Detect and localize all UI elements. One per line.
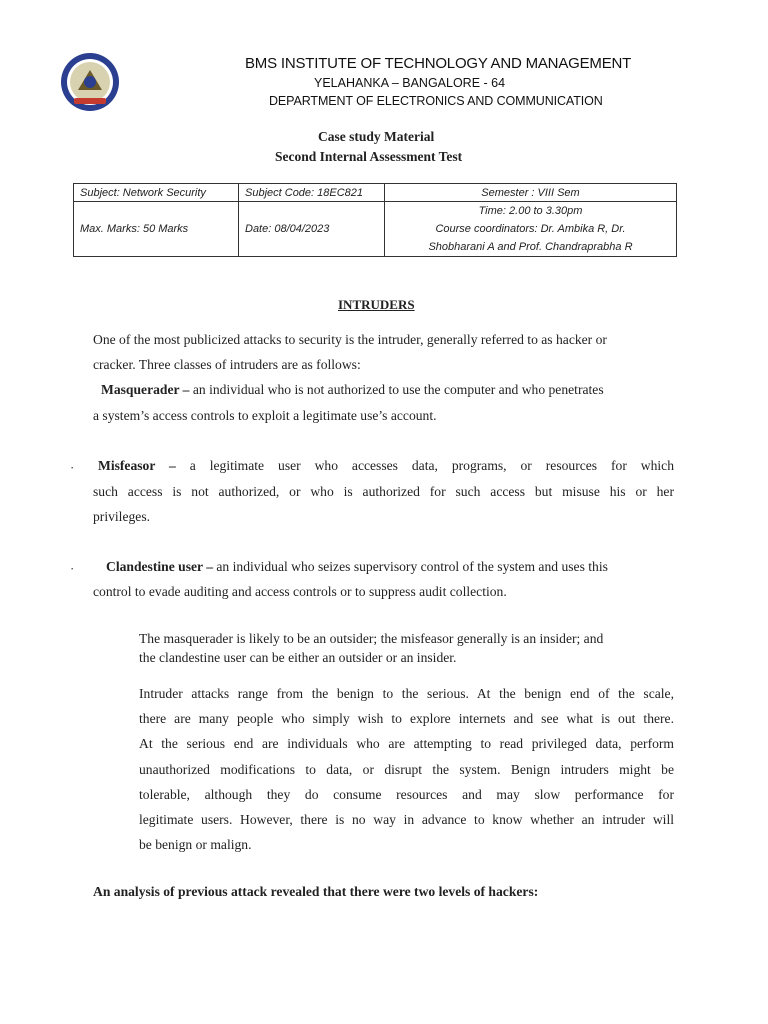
attack-line-1: Intruder attacks range from the benign to the serious. At the benign end of the scale, — [139, 686, 674, 701]
masquerader-line-1 — [101, 382, 604, 398]
intro-line-1: One of the most publicized attacks to security is the intruder, generally referred to as hacker or — [93, 332, 607, 347]
subject-code-cell: Subject Code: 18EC821 — [239, 184, 385, 202]
attack-line-5: tolerable, although they do consume resources and may slow performance for — [139, 787, 674, 802]
clandestine-text: an individual who seizes supervisory control of the system and uses this — [213, 559, 608, 574]
document-title: Case study Material — [318, 129, 435, 144]
date-cell: Date: 08/04/2023 — [239, 202, 385, 257]
max-marks-cell: Max. Marks: 50 Marks — [74, 202, 239, 257]
misfeasor-line-2: such access is not authorized, or who is authorized for such access but misuse his or her — [93, 484, 674, 499]
exam-info-table — [73, 183, 677, 257]
clandestine-term: Clandestine user – — [106, 559, 213, 574]
coordinators-line-2: Shobharani A and Prof. Chandraprabha R — [428, 241, 633, 253]
institute-address: YELAHANKA – BANGALORE - 64 — [314, 76, 506, 90]
bullet-marker: · — [70, 561, 75, 576]
attack-line-3: At the serious end are individuals who are attempting to read privileged data, perform — [139, 736, 674, 751]
intro-line-2: cracker. Three classes of intruders are as follows: — [93, 357, 361, 372]
masquerader-line-2: a system’s access controls to exploit a legitimate use’s account. — [93, 408, 437, 423]
time-coordinators-cell — [385, 202, 677, 257]
institute-logo — [60, 52, 120, 112]
analysis-heading: An analysis of previous attack revealed that there were two levels of hackers: — [93, 884, 539, 899]
clandestine-line-1 — [106, 559, 608, 575]
attack-line-6: legitimate users. However, there is no way in advance to know whether an intruder will — [139, 812, 674, 827]
table-row — [74, 202, 677, 257]
masquerader-text: an individual who is not authorized to use the computer and who penetrates — [189, 382, 604, 397]
bullet-marker: · — [70, 460, 75, 475]
note-line-2: the clandestine user can be either an outsider or an insider. — [139, 650, 457, 665]
attack-line-2: there are many people who simply wish to explore internets and see what is out there. — [139, 711, 674, 726]
coordinators-line-1: Course coordinators: Dr. Ambika R, Dr. — [435, 223, 626, 235]
masquerader-term: Masquerader – — [101, 382, 190, 397]
misfeasor-line-1 — [98, 458, 674, 474]
document-subtitle: Second Internal Assessment Test — [275, 149, 463, 164]
clandestine-line-2: control to evade auditing and access controls or to suppress audit collection. — [93, 584, 507, 599]
institute-name: BMS INSTITUTE OF TECHNOLOGY AND MANAGEMENT — [245, 55, 632, 72]
misfeasor-text: a legitimate user who accesses data, programs, or resources for which — [175, 458, 675, 473]
attack-line-4: unauthorized modifications to data, or disrupt the system. Benign intruders might be — [139, 762, 674, 777]
department-name: DEPARTMENT OF ELECTRONICS AND COMMUNICATION — [269, 94, 603, 108]
semester-cell: Semester : VIII Sem — [385, 184, 677, 202]
attack-line-7: be benign or malign. — [139, 837, 252, 852]
section-title: INTRUDERS — [338, 297, 415, 312]
table-row — [74, 184, 677, 202]
misfeasor-term: Misfeasor – — [98, 458, 176, 473]
misfeasor-line-3: privileges. — [93, 509, 151, 524]
subject-cell: Subject: Network Security — [74, 184, 239, 202]
note-line-1: The masquerader is likely to be an outsider; the misfeasor generally is an insider; and — [139, 631, 604, 646]
time-text: Time: 2.00 to 3.30pm — [478, 205, 583, 217]
